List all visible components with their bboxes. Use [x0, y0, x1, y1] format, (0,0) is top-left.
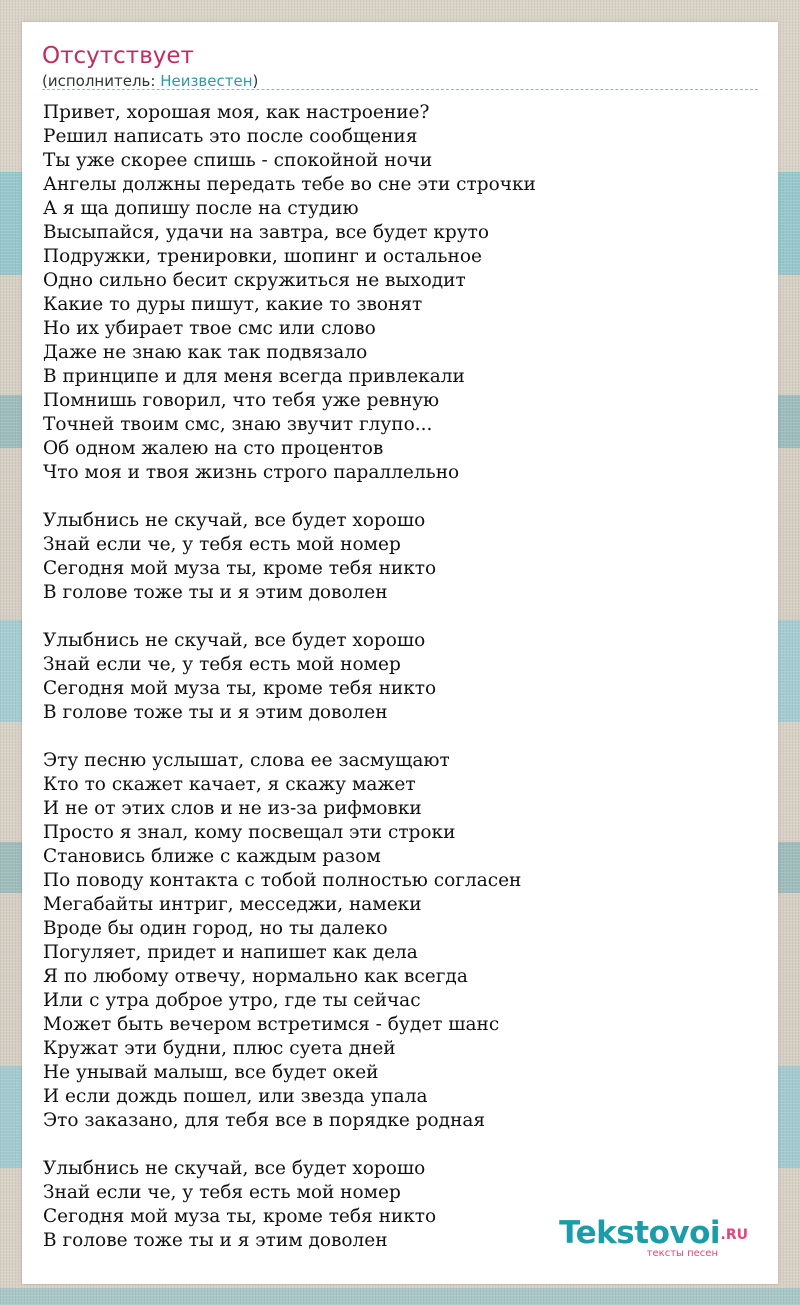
- lyric-line: Ты уже скорее спишь - спокойной ночи: [43, 150, 433, 171]
- stanza-verse-2: [43, 749, 759, 1133]
- lyric-line: Одно сильно бесит скружиться не выходит: [43, 270, 466, 291]
- lyric-line: Ангелы должны передать тебе во сне эти строчки: [43, 174, 536, 195]
- lyric-line: Знай если че, у тебя есть мой номер: [43, 654, 401, 675]
- lyric-line: Это заказано, для тебя все в порядке родная: [43, 1110, 486, 1131]
- lyric-line: И не от этих слов и не из-за рифмовки: [43, 798, 422, 819]
- lyric-line: А я ща допишу после на студию: [43, 198, 359, 219]
- lyric-line: Что моя и твоя жизнь строго параллельно: [43, 462, 460, 483]
- lyrics-text: [43, 101, 759, 1277]
- stanza-verse-1: [43, 101, 759, 485]
- lyric-line: Мегабайты интриг, месседжи, намеки: [43, 894, 422, 915]
- site-logo[interactable]: [538, 1216, 748, 1260]
- lyric-line: Точней твоим смс, знаю звучит глупо...: [43, 414, 433, 435]
- lyric-line: Даже не знаю как так подвязало: [43, 342, 368, 363]
- lyric-line: Вроде бы один город, но ты далеко: [43, 918, 388, 939]
- lyric-line: Решил написать это после сообщения: [43, 126, 418, 147]
- song-title: Отсутствует: [42, 43, 194, 69]
- lyric-line: В голове тоже ты и я этим доволен: [43, 1230, 388, 1251]
- lyric-line: Но их убирает твое смс или слово: [43, 318, 376, 339]
- lyric-line: Знай если че, у тебя есть мой номер: [43, 534, 401, 555]
- lyric-line: Высыпайся, удачи на завтра, все будет круто: [43, 222, 490, 243]
- lyric-line: Может быть вечером встретимся - будет шанс: [43, 1014, 500, 1035]
- logo-wordmark: Tekstovoi: [559, 1215, 720, 1251]
- stanza-chorus-2: [43, 629, 759, 725]
- lyric-line: Сегодня мой муза ты, кроме тебя никто: [43, 558, 437, 579]
- lyric-line: И если дождь пошел, или звезда упала: [43, 1086, 428, 1107]
- performer-prefix: (исполнитель:: [42, 72, 161, 90]
- lyric-line: В принципе и для меня всегда привлекали: [43, 366, 465, 387]
- logo-tld: .RU: [720, 1227, 748, 1243]
- lyric-line: Знай если че, у тебя есть мой номер: [43, 1182, 401, 1203]
- logo-tagline: тексты песен: [646, 1248, 718, 1259]
- lyric-line: Эту песню услышат, слова ее засмущают: [43, 750, 450, 771]
- lyric-line: Становись ближе с каждым разом: [43, 846, 381, 867]
- lyric-line: Кто то скажет качает, я скажу мажет: [43, 774, 416, 795]
- performer-line: [42, 71, 258, 91]
- lyric-line: Я по любому отвечу, нормально как всегда: [43, 966, 468, 987]
- divider: [42, 89, 758, 90]
- lyric-line: Кружат эти будни, плюс суета дней: [43, 1038, 396, 1059]
- lyric-line: По поводу контакта с тобой полностью согласен: [43, 870, 522, 891]
- lyric-line: Улыбнись не скучай, все будет хорошо: [43, 510, 426, 531]
- stanza-chorus-1: [43, 509, 759, 605]
- lyric-line: Или с утра доброе утро, где ты сейчас: [43, 990, 421, 1011]
- lyric-line: Погуляет, придет и напишет как дела: [43, 942, 418, 963]
- lyric-line: Об одном жалею на сто процентов: [43, 438, 384, 459]
- lyric-line: Привет, хорошая моя, как настроение?: [43, 102, 430, 123]
- lyrics-card: [22, 22, 778, 1284]
- performer-suffix: ): [252, 72, 259, 90]
- lyric-line: Просто я знал, кому посвещал эти строки: [43, 822, 456, 843]
- lyric-line: Сегодня мой муза ты, кроме тебя никто: [43, 1206, 437, 1227]
- lyric-line: Не унывай малыш, все будет окей: [43, 1062, 379, 1083]
- lyric-line: Помнишь говорил, что тебя уже ревную: [43, 390, 440, 411]
- lyric-line: Улыбнись не скучай, все будет хорошо: [43, 630, 426, 651]
- lyric-line: В голове тоже ты и я этим доволен: [43, 582, 388, 603]
- lyric-line: Сегодня мой муза ты, кроме тебя никто: [43, 678, 437, 699]
- lyric-line: Подружки, тренировки, шопинг и остальное: [43, 246, 482, 267]
- performer-link[interactable]: Неизвестен: [160, 72, 253, 90]
- lyric-line: Улыбнись не скучай, все будет хорошо: [43, 1158, 426, 1179]
- lyric-line: В голове тоже ты и я этим доволен: [43, 702, 388, 723]
- lyric-line: Какие то дуры пишут, какие то звонят: [43, 294, 423, 315]
